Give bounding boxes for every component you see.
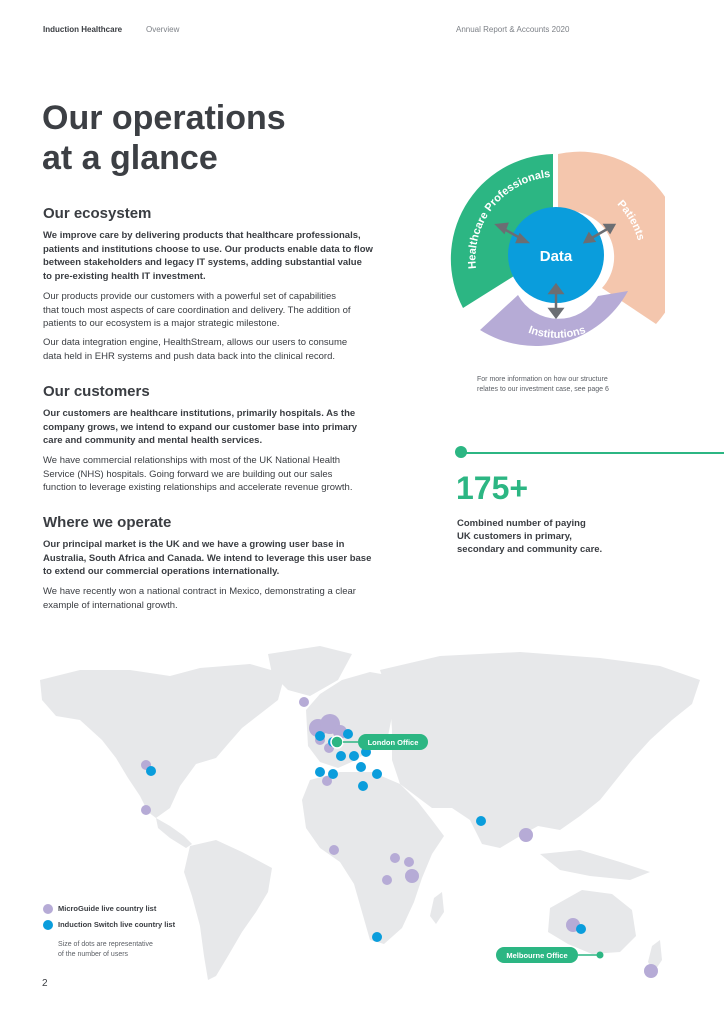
text-line: to extend our commercial operations internationally. bbox=[43, 566, 280, 577]
induction-dot bbox=[146, 766, 156, 776]
ecosystem-paragraph-3 bbox=[43, 336, 408, 363]
section-name: Overview bbox=[146, 25, 180, 34]
text-line: that touch most aspects of care coordination and delivery. The addition of bbox=[43, 304, 351, 316]
stat-value: 175+ bbox=[456, 470, 529, 506]
microguide-dot bbox=[329, 845, 339, 855]
ecosystem-lead bbox=[43, 229, 408, 283]
microguide-dot bbox=[519, 828, 533, 842]
data-center-label: Data bbox=[539, 248, 573, 265]
customers-paragraph-2 bbox=[43, 454, 408, 495]
induction-dot bbox=[315, 731, 325, 741]
land-southeast-asia bbox=[540, 850, 650, 880]
induction-legend-dot bbox=[43, 920, 53, 930]
text-line: We have recently won a national contract in Mexico, demonstrating a clear bbox=[43, 586, 356, 597]
page-number: 2 bbox=[42, 978, 48, 989]
report-title: Annual Report & Accounts 2020 bbox=[456, 25, 570, 34]
induction-dot bbox=[372, 932, 382, 942]
microguide-dot bbox=[405, 869, 419, 883]
text-line: Our principal market is the UK and we have a growing user base in bbox=[43, 539, 345, 550]
induction-dot bbox=[372, 769, 382, 779]
text-line: to pre-existing health IT investment. bbox=[43, 270, 206, 282]
text-line: data held in EHR systems and push data back into the clinical record. bbox=[43, 350, 336, 362]
page-title bbox=[42, 98, 362, 178]
text-line: Combined number of paying bbox=[457, 518, 586, 529]
ecosystem-paragraph-2 bbox=[43, 290, 408, 331]
stat-divider bbox=[456, 452, 724, 454]
brand-name: Induction Healthcare bbox=[43, 25, 123, 34]
text-line: Our products provide our customers with a powerful set of capabilities bbox=[43, 291, 337, 302]
induction-dot bbox=[576, 924, 586, 934]
induction-dot bbox=[336, 751, 346, 761]
text-line: UK customers in primary, bbox=[457, 531, 572, 542]
ecosystem-diagram bbox=[450, 150, 665, 365]
induction-dot bbox=[358, 781, 368, 791]
text-line: example of international growth. bbox=[43, 599, 178, 611]
text-line: patients and institutions choose to use. Our products enable data to flow bbox=[43, 243, 373, 255]
text-line: Size of dots are representative bbox=[58, 941, 153, 948]
microguide-dot bbox=[382, 875, 392, 885]
microguide-dot bbox=[299, 697, 309, 707]
customers-lead bbox=[43, 407, 408, 448]
london-office-label: London Office bbox=[367, 738, 419, 747]
label-institutions: Institutions bbox=[526, 324, 588, 341]
microguide-legend-dot bbox=[43, 904, 53, 914]
text-line: Service (NHS) hospitals. Going forward we are building out our sales bbox=[43, 468, 333, 480]
microguide-dot bbox=[390, 853, 400, 863]
page-title-line-2: at a glance bbox=[42, 139, 218, 177]
legend-induction-label: Induction Switch live country list bbox=[58, 920, 176, 929]
text-line: Our data integration engine, HealthStream, allows our users to consume bbox=[43, 337, 348, 348]
label-patients: Patients bbox=[614, 198, 647, 242]
operate-heading: Where we operate bbox=[43, 514, 172, 531]
label-healthcare-professionals: Healthcare Professionals bbox=[466, 167, 552, 270]
land-central-america bbox=[156, 818, 192, 848]
diagram-note bbox=[477, 375, 657, 395]
text-line: For more information on how our structure bbox=[477, 376, 608, 383]
microguide-dot bbox=[141, 805, 151, 815]
induction-dot bbox=[349, 751, 359, 761]
melbourne-office-label: Melbourne Office bbox=[506, 951, 568, 960]
induction-dot bbox=[328, 769, 338, 779]
text-line: secondary and community care. bbox=[457, 544, 603, 555]
page-title-line-1: Our operations bbox=[42, 99, 286, 137]
land-australia bbox=[548, 890, 636, 954]
customers-heading: Our customers bbox=[43, 383, 150, 400]
induction-dot bbox=[315, 767, 325, 777]
induction-dot bbox=[343, 729, 353, 739]
microguide-dot bbox=[644, 964, 658, 978]
text-line: patients to our ecosystem is a major strategic milestone. bbox=[43, 318, 280, 329]
text-line: We have commercial relationships with most of the UK National Health bbox=[43, 455, 341, 466]
microguide-dot bbox=[404, 857, 414, 867]
legend-microguide-label: MicroGuide live country list bbox=[58, 904, 157, 913]
text-line: Our customers are healthcare institutions, primarily hospitals. As the bbox=[43, 408, 356, 419]
stat-divider-dot bbox=[455, 446, 467, 458]
text-line: We improve care by delivering products that healthcare professionals, bbox=[43, 230, 361, 241]
induction-dot bbox=[356, 762, 366, 772]
text-line: of the number of users bbox=[58, 951, 129, 958]
map-land bbox=[40, 646, 700, 980]
ecosystem-heading: Our ecosystem bbox=[43, 205, 152, 222]
text-line: Australia, South Africa and Canada. We intend to leverage this user base bbox=[43, 552, 372, 564]
text-line: care and community and mental health services. bbox=[43, 435, 263, 446]
text-line: function to leverage existing relationships and accelerate revenue growth. bbox=[43, 482, 353, 493]
induction-dot bbox=[476, 816, 486, 826]
text-line: relates to our investment case, see page 6 bbox=[477, 386, 609, 393]
legend-note bbox=[58, 940, 188, 960]
operate-lead bbox=[43, 538, 408, 579]
text-line: between stakeholders and legacy IT systems, adding substantial value bbox=[43, 257, 362, 268]
text-line: company grows, we intend to expand our customer base into primary bbox=[43, 421, 358, 433]
operate-paragraph-2 bbox=[43, 585, 408, 612]
stat-caption bbox=[457, 517, 632, 556]
land-north-america bbox=[40, 664, 285, 818]
land-madagascar bbox=[430, 892, 444, 924]
land-south-america bbox=[184, 840, 272, 980]
